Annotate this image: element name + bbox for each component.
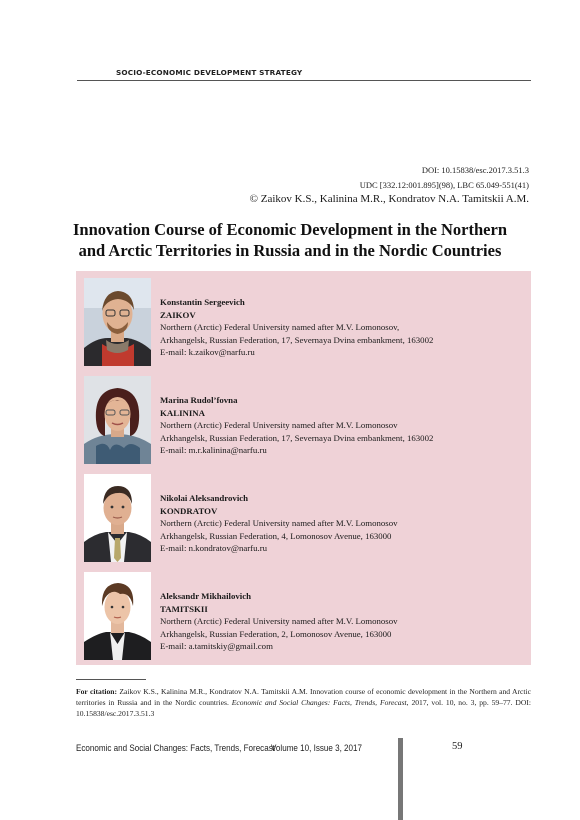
citation-block xyxy=(76,686,531,719)
author-info xyxy=(160,492,398,555)
author-surname: KALININA xyxy=(160,407,205,418)
doi-line: DOI: 10.15838/esc.2017.3.51.3 xyxy=(421,165,529,175)
author-email: E-mail: n.kondratov@narfu.ru xyxy=(160,543,268,554)
author-address: Arkhangelsk, Russian Federation, 17, Severnaya Dvina embankment, 163002 xyxy=(160,334,434,345)
citation-details: , 2017, vol. 10, no. 3, pp. 59–77. DOI: 10.15838/esc.2017.3.51.3 xyxy=(76,698,531,718)
author-block-zaikov xyxy=(76,271,531,366)
author-email: E-mail: k.zaikov@narfu.ru xyxy=(160,347,255,358)
author-info-box xyxy=(76,271,531,665)
author-block-kalinina xyxy=(76,369,531,464)
author-address: Arkhangelsk, Russian Federation, 4, Lomonosov Avenue, 163000 xyxy=(160,530,392,541)
author-email: E-mail: m.r.kalinina@narfu.ru xyxy=(160,445,267,456)
author-first-name: Marina Rudol’fovna xyxy=(160,395,238,405)
author-info xyxy=(160,296,433,359)
udc-line: UDC [332.12:001.895](98), LBC 65.049-551(41) xyxy=(359,180,529,190)
author-photo xyxy=(84,474,151,562)
section-header: SOCIO-ECONOMIC DEVELOPMENT STRATEGY xyxy=(116,68,303,77)
copyright-authors: © Zaikov K.S., Kalinina M.R., Kondratov N.A. Tamitskii A.M. xyxy=(249,193,529,205)
author-surname: TAMITSKII xyxy=(160,603,208,614)
footer-volume: Volume 10, Issue 3, 2017 xyxy=(271,742,362,753)
author-photo xyxy=(84,572,151,660)
header-rule xyxy=(77,80,531,81)
author-block-kondratov xyxy=(76,467,531,562)
author-address: Arkhangelsk, Russian Federation, 17, Severnaya Dvina embankment, 163002 xyxy=(160,432,434,443)
author-affiliation: Northern (Arctic) Federal University named after M.V. Lomonosov, xyxy=(160,322,400,333)
article-title xyxy=(70,219,510,261)
author-photo xyxy=(84,376,151,464)
title-line-2: and Arctic Territories in Russia and in the Nordic Countries xyxy=(78,241,502,260)
author-info xyxy=(160,394,433,457)
author-affiliation: Northern (Arctic) Federal University named after M.V. Lomonosov xyxy=(160,616,398,627)
title-line-1: Innovation Course of Economic Development in the Northern xyxy=(72,220,508,239)
page-number: 59 xyxy=(452,741,463,752)
citation-journal: Economic and Social Changes: Facts, Trends, Forecast xyxy=(231,698,407,707)
footer-journal-name: Economic and Social Changes: Facts, Trends, Forecast xyxy=(76,742,275,753)
author-first-name: Konstantin Sergeevich xyxy=(160,297,245,307)
footer-divider-bar xyxy=(398,738,403,820)
author-first-name: Nikolai Aleksandrovich xyxy=(160,493,249,503)
author-info xyxy=(160,590,398,653)
citation-text: Zaikov K.S., Kalinina M.R., Kondratov N.A. Tamitskii A.M. Innovation course of economic development in the Northern and Arctic territories in Russia and in the Nordic countries. xyxy=(76,687,532,707)
author-block-tamitskii xyxy=(76,565,531,660)
author-first-name: Aleksandr Mikhailovich xyxy=(160,591,252,601)
author-photo xyxy=(84,278,151,366)
citation-rule xyxy=(76,679,146,680)
author-surname: KONDRATOV xyxy=(160,505,218,516)
author-surname: ZAIKOV xyxy=(160,309,196,320)
author-address: Arkhangelsk, Russian Federation, 2, Lomonosov Avenue, 163000 xyxy=(160,628,392,639)
author-email: E-mail: a.tamitskiy@gmail.com xyxy=(160,641,273,652)
author-affiliation: Northern (Arctic) Federal University named after M.V. Lomonosov xyxy=(160,518,398,529)
citation-label: For citation: xyxy=(76,687,118,696)
author-affiliation: Northern (Arctic) Federal University named after M.V. Lomonosov xyxy=(160,420,398,431)
